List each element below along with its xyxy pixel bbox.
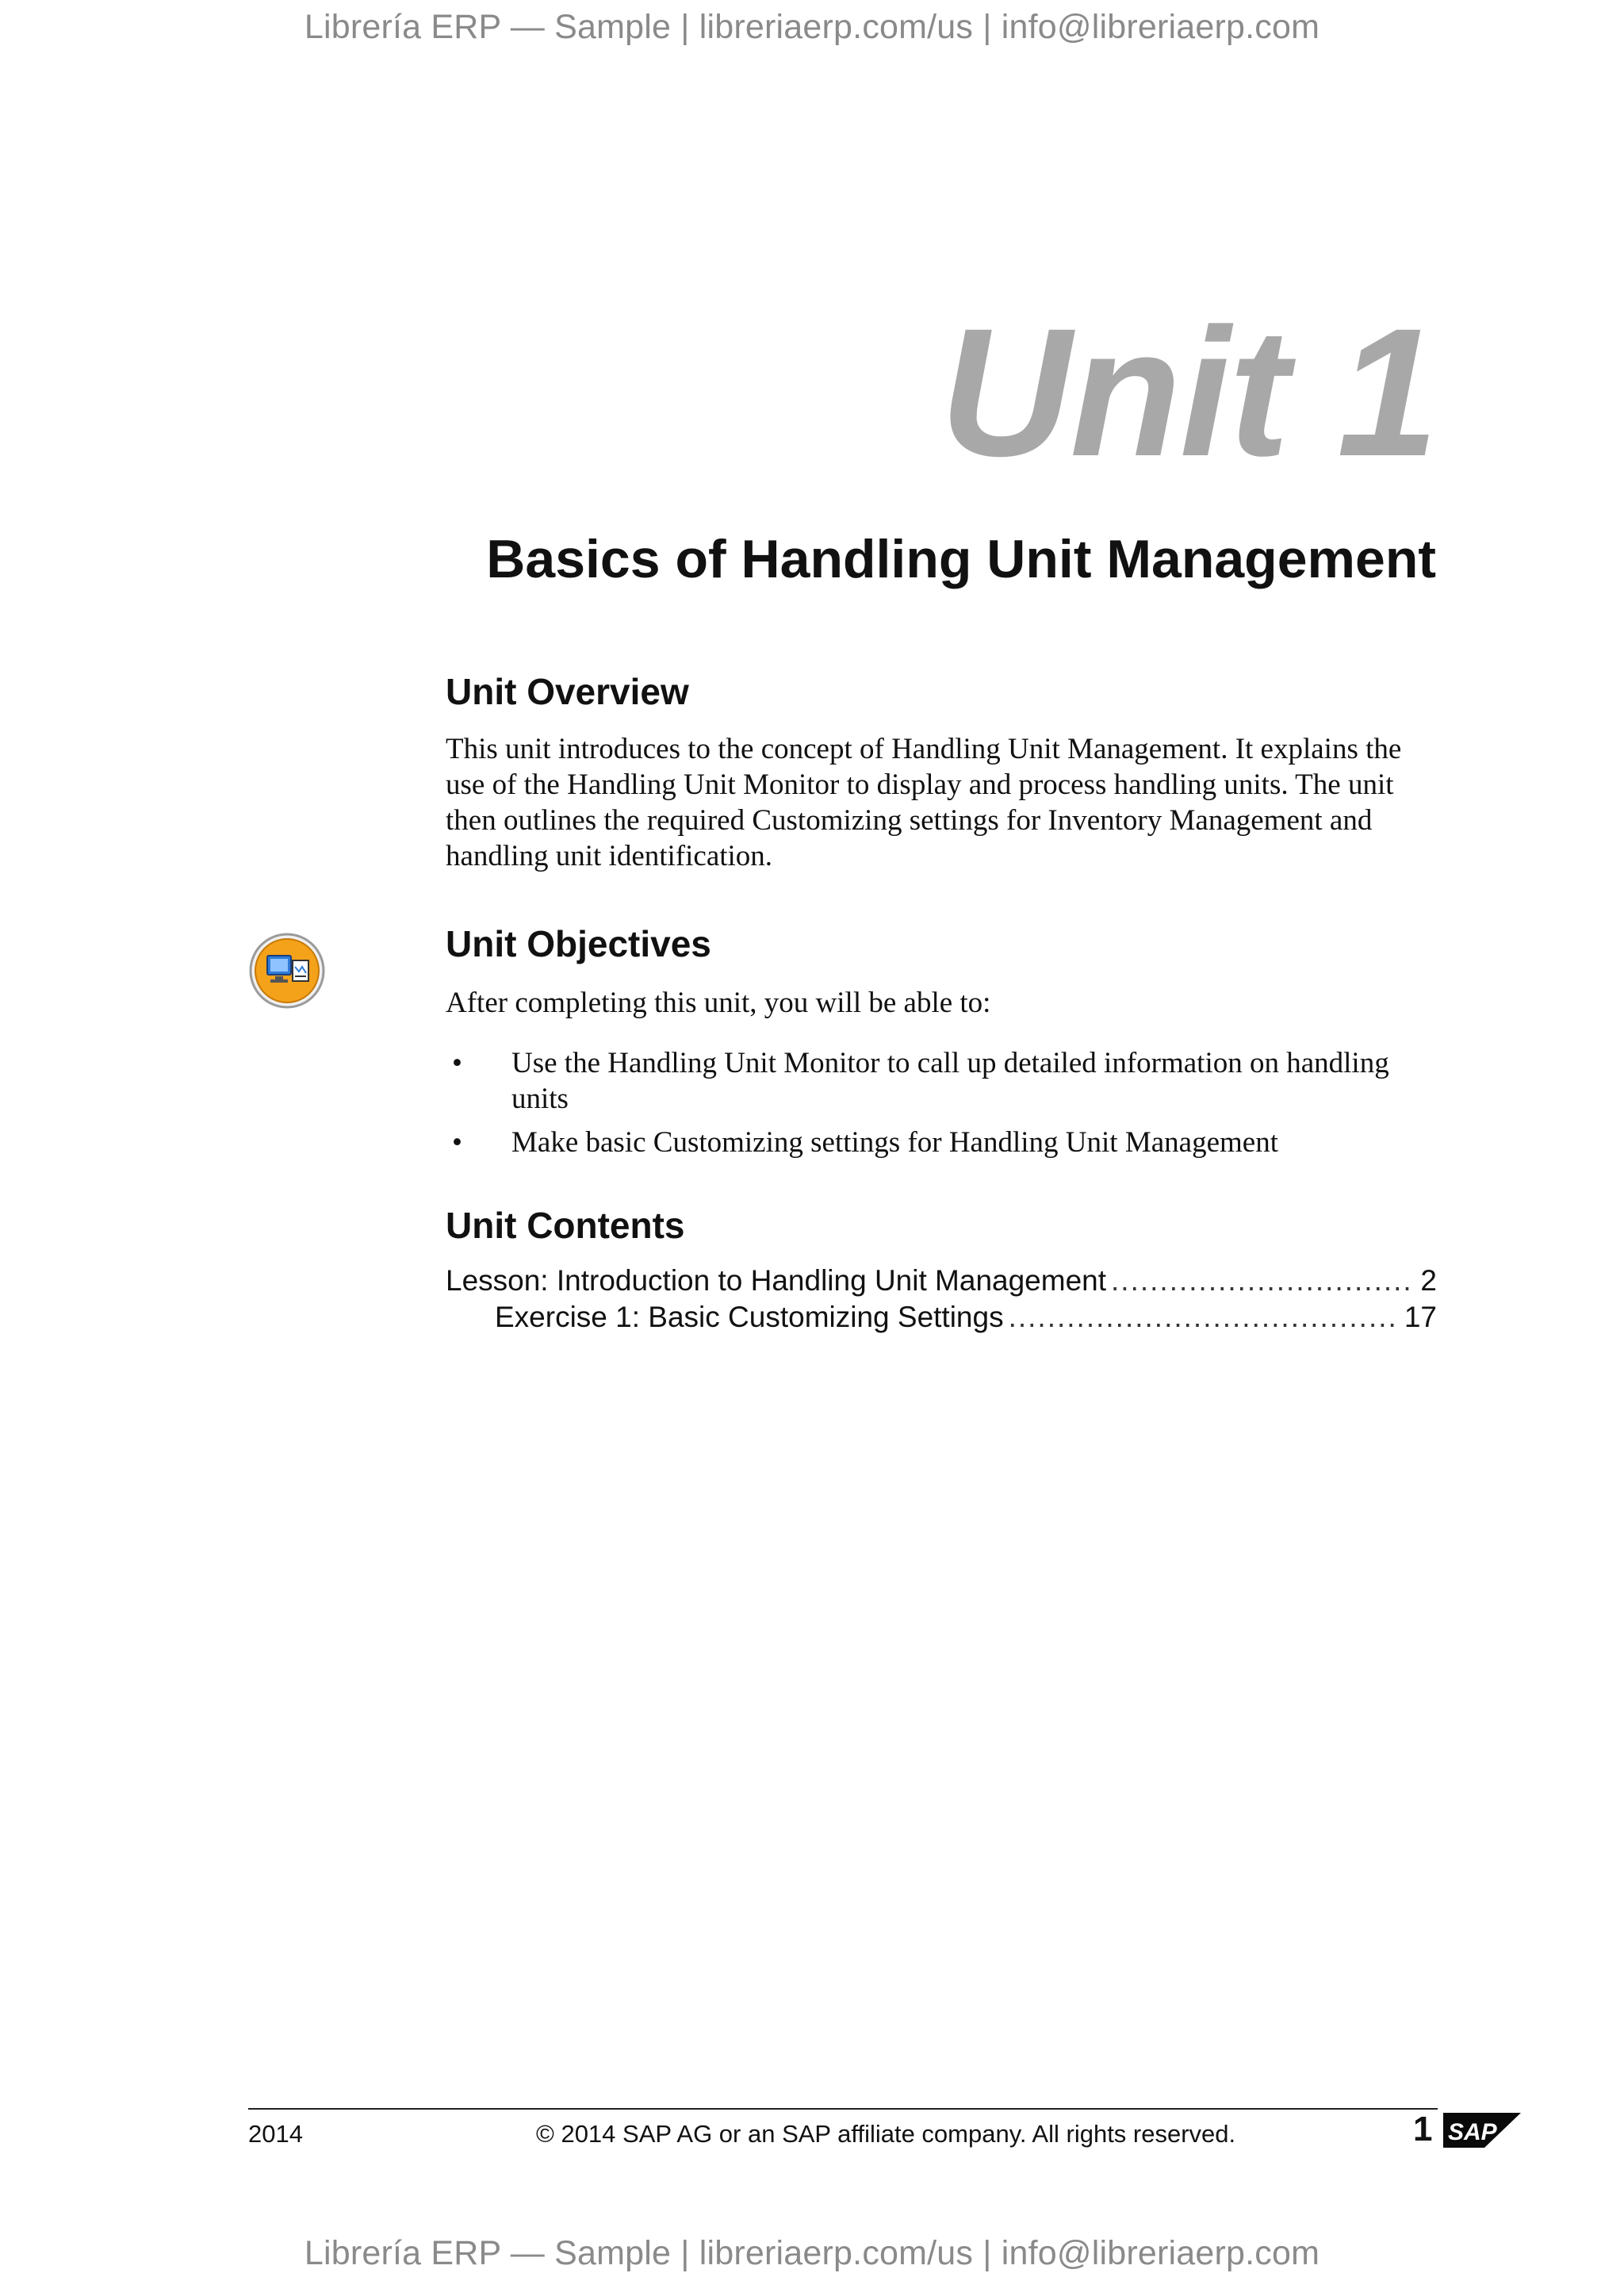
bullet-icon: •: [452, 1047, 462, 1079]
footer-year: 2014: [248, 2120, 303, 2148]
unit-contents-heading: Unit Contents: [446, 1205, 685, 1246]
watermark-top: Librería ERP — Sample | libreriaerp.com/us | info@libreriaerp.com: [304, 8, 1320, 46]
toc-entry-page[interactable]: 2: [1420, 1264, 1437, 1297]
toc-entry-page[interactable]: 17: [1404, 1301, 1437, 1333]
unit-objectives-heading: Unit Objectives: [446, 923, 711, 964]
unit-number: Unit 1: [940, 290, 1437, 494]
objectives-monitor-icon: [248, 932, 326, 1010]
unit-overview-text: This unit introduces to the concept of Handling Unit Management. It explains the use of the Handling Unit Monitor to display and process handling units. The unit then outlines the required Customizing settings for Inventory Management and handling unit identification.: [446, 733, 1402, 872]
objective-text: Use the Handling Unit Monitor to call up detailed information on handling units: [511, 1047, 1389, 1115]
bullet-icon: •: [452, 1126, 462, 1159]
toc-leader-dots: [1009, 1299, 1400, 1335]
toc-entry-exercise[interactable]: [495, 1299, 1437, 1335]
toc-entry-label[interactable]: Exercise 1: Basic Customizing Settings: [495, 1301, 1004, 1333]
unit-objectives-intro: After completing this unit, you will be able to:: [446, 987, 991, 1019]
toc-entry-label[interactable]: Lesson: Introduction to Handling Unit Management: [446, 1264, 1107, 1297]
objectives-list: [446, 1045, 1437, 1168]
footer-copyright: © 2014 SAP AG or an SAP affiliate company. All rights reserved.: [536, 2120, 1236, 2148]
watermark-bottom: Librería ERP — Sample | libreriaerp.com/us | info@libreriaerp.com: [304, 2234, 1320, 2272]
toc-leader-dots: [1111, 1263, 1415, 1298]
toc-entry-lesson[interactable]: [446, 1263, 1437, 1298]
footer-divider: [248, 2108, 1438, 2110]
sap-logo: [1443, 2110, 1522, 2151]
objective-text: Make basic Customizing settings for Handling Unit Management: [511, 1126, 1278, 1159]
unit-title: Basics of Handling Unit Management: [486, 529, 1436, 589]
list-item: [446, 1045, 1437, 1117]
unit-overview-heading: Unit Overview: [446, 671, 689, 712]
footer-page-number: 1: [1413, 2110, 1433, 2148]
list-item: [446, 1125, 1437, 1160]
sap-logo-text: SAP: [1448, 2119, 1497, 2145]
